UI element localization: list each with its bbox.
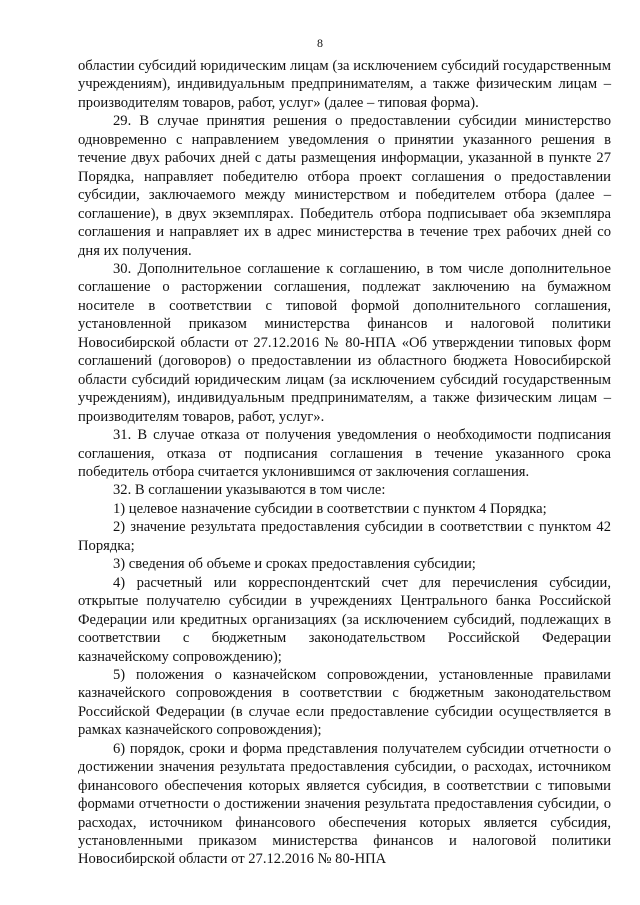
paragraph-29: 29. В случае принятия решения о предоставлении субсидии министерство одновременно с направлением уведомления о принятии указанного решения в течение двух рабочих дней с даты размещения информации, указанной в пункте 27 Порядка, направляет победителю отбора проект соглашения о предоставлении субсидии, заключаемого между министерством и победителем отбора (далее – соглашение), в двух экземплярах. Победитель отбора подписывает оба экземпляра соглашения и направляет их в адрес министерства в течение трех рабочих дней со дня их получения. xyxy=(78,113,611,259)
list-item-4: 4) расчетный или корреспондентский счет для перечисления субсидии, открытые получателю субсидии в учреждениях Центрального банка Российской Федерации или кредитных организациях (за исключением субсидий, подлежащих в соответствии с бюджетным законодательством Российской Федерации казначейскому сопровождению); xyxy=(78,574,611,665)
page-number: 8 xyxy=(317,36,323,50)
paragraph-31: 31. В случае отказа от получения уведомления о необходимости подписания соглашения, отказа от подписания соглашения в течение указанного срока победитель отбора считается уклонившимся от заключения соглашения. xyxy=(78,427,611,480)
document-body xyxy=(78,57,611,869)
list-item-1: 1) целевое назначение субсидии в соответствии с пунктом 4 Порядка; xyxy=(113,500,547,517)
list-item-5: 5) положения о казначейском сопровождении, установленные правилами казначейского сопровождения в соответствии с бюджетным законодательством Российской Федерации (в случае если предоставление субсидии осуществляется в рамках казначейского сопровождения); xyxy=(78,666,611,739)
paragraph-30: 30. Дополнительное соглашение к соглашению, в том числе дополнительное соглашение о расторжении соглашения, подлежат заключению на бумажном носителе в соответствии с типовой формой дополнительного соглашения, установленной приказом министерства финансов и налоговой политики Новосибирской области от 27.12.2016 № 80-НПА «Об утверждении типовых форм соглашений (договоров) о предоставлении из областного бюджета Новосибирской области субсидий юридическим лицам (за исключением субсидий государственным учреждениям), индивидуальным предпринимателям, а также физическим лицам – производителям товаров, работ, услуг». xyxy=(78,260,611,425)
paragraph-continuation: областии субсидий юридическим лицам (за исключением субсидий государственным учреждениям), индивидуальным предпринимателям, а также физическим лицам – производителям товаров, работ, услуг» (далее – типовая форма). xyxy=(78,58,611,111)
paragraph-32: 32. В соглашении указываются в том числе: xyxy=(113,482,386,499)
list-item-3: 3) сведения об объеме и сроках предоставления субсидии; xyxy=(113,556,476,573)
list-item-2: 2) значение результата предоставления субсидии в соответствии с пунктом 42 Порядка; xyxy=(78,519,611,554)
list-item-6: 6) порядок, сроки и форма представления получателем субсидии отчетности о достижении значения результата предоставления субсидии, о расходах, источником финансового обеспечения которых является субсидия, в соответствии с типовыми формами отчетности о достижении значения результата предоставления субсидии, о расходах, источником финансового обеспечения которых является субсидия, установленными приказом министерства финансов и налоговой политики Новосибирской области от 27.12.2016 № 80-НПА xyxy=(78,740,611,868)
